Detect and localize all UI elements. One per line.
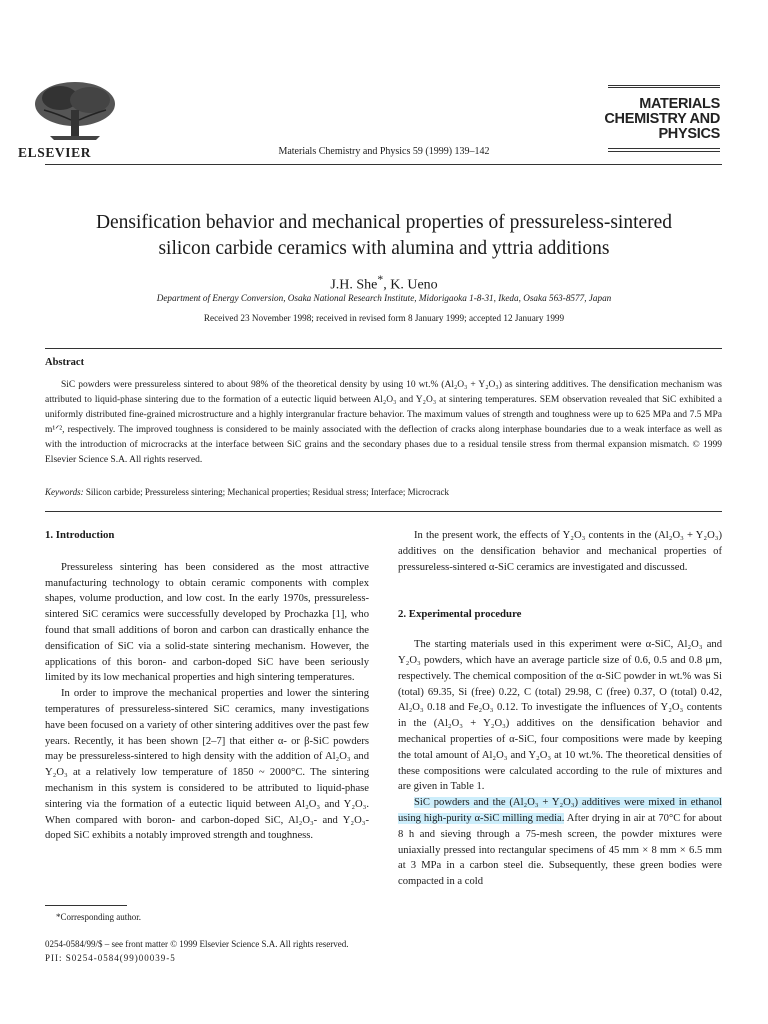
copyright-footer [45,937,349,965]
experimental-paragraph-2 [398,795,722,890]
brand-rule-top [608,85,720,88]
keywords-label: Keywords: [45,487,84,497]
abstract-text: SiC powders were pressureless sintered to about 98% of the theoretical density by using 10 wt.% (Al₂O₃ + Y₂O₃) as sintering additives. The densification mechanism was attributed to liquid-phase sintering due to the formation of a eutectic liquid between Al₂O₃ and Y₂O₃ at sintering temperatures. SEM observation revealed that SiC exhibited a uniformly distributed fine-grained microstructure and a highly intergranular fracture behavior. The maximum values of strength and toughness were up to 625 MPa and 7.5 MPa m¹ᐟ², respectively. The improved toughness is considered to be mainly associated with the deflection of cracks along interphase boundaries due to a weak interface as well as with the introduction of microcracks at the interface between SiC grains and the secondary phases due to a residual tensile stress from thermal expansion mismatch. © 1999 Elsevier Science S.A. All rights reserved. [45,380,722,465]
header-divider [45,164,722,165]
highlighted-text[interactable]: SiC powders and the (Al₂O₃ + Y₂O₃) additives were mixed in ethanol using high-purity α-SiC milling media. [398,797,722,824]
experimental-paragraph-1: The starting materials used in this experiment were α-SiC, Al₂O₃ and Y₂O₃ powders, which have an average particle size of 0.6, 0.5 and 0.8 μm, respectively. The chemical composition of the α-SiC powder in wt.% was Si (total) 69.35, Si (free) 0.22, C (total) 29.98, C (free) 0.37, O (total) 0.42, Al₂O₃ 0.18 and Fe₂O₃ 0.12. To investigate the influences of Y₂O₃ contents in the (Al₂O₃ + Y₂O₃) additives on the densification behavior and mechanical properties of α-SiC, four compositions were made by keeping the total amount of Al₂O₃ and Y₂O₃ at 10 wt.%. The theoretical densities of these compositions were calculated according to the rule of mixtures and are given in Table 1. [398,639,722,793]
footnote-divider [45,905,127,906]
received-dates: Received 23 November 1998; received in revised form 8 January 1999; accepted 12 January 1999 [203,313,565,323]
abstract-heading: Abstract [45,357,85,368]
journal-citation: Materials Chemistry and Physics 59 (1999) 139–142 [278,146,490,157]
section-gap [398,575,722,607]
pii-line: PII: S0254-0584(99)00039-5 [45,953,176,963]
author-ueno: K. Ueno [390,277,438,293]
publisher-name: ELSEVIER [18,145,92,160]
brand-line-3: PHYSICS [658,126,720,142]
journal-brand [604,97,720,142]
title-line-2: silicon carbide ceramics with alumina and yttria additions [158,238,610,259]
issn-line: 0254-0584/99/$ – see front matter © 1999 Elsevier Science S.A. All rights reserved. [45,939,349,949]
elsevier-tree-icon [30,80,120,142]
intro-paragraph-1: Pressureless sintering has been considered as the most attractive manufacturing technology to obtain ceramic components with complex shapes, volume production, and low cost. In the early 1970s, pressureless-sintered SiC ceramics were successfully developed by Prochazka [1], who found that small additions of boron and carbon can drastically enhance the densification of SiC via a solid-state sintering mechanism. However, the applications of this boron- and carbon-doped SiC have been seriously limited by its low mechanical properties and high sintering temperatures. [45,561,369,684]
brand-line-1: MATERIALS [639,96,720,112]
author-separator: , [383,277,391,293]
intro-paragraph-3: In the present work, the effects of Y₂O₃ contents in the (Al₂O₃ + Y₂O₃) additives on the densification behavior and mechanical properties of pressureless-sintered α-SiC ceramics are investigated and discussed. [398,530,722,573]
brand-rule-bottom [608,148,720,152]
brand-line-2: CHEMISTRY AND [604,111,720,127]
authors [0,273,768,294]
affiliation: Department of Energy Conversion, Osaka National Research Institute, Midorigaoka 1-8-31, Ikeda, Osaka 563-8577, Japan [156,293,612,303]
keywords-list: Silicon carbide; Pressureless sintering; Mechanical properties; Residual stress; Interface; Microcrack [85,487,450,497]
title-line-1: Densification behavior and mechanical properties of pressureless-sintered [95,212,673,233]
abstract-divider [45,348,722,349]
right-column [398,528,722,890]
author-she: J.H. She [330,277,378,293]
section-heading-experimental: 2. Experimental procedure [398,608,522,621]
article-title [40,210,728,262]
intro-paragraph-2: In order to improve the mechanical properties and lower the sintering temperatures of pressureless-sintered SiC ceramics, many investigations have been focused on a variety of other sintering additives over the past few years. Recently, it has been shown [2–7] that either α- or β-SiC powders may be pressureless-sintered to high density with the addition of Al₂O₃ and Y₂O₃ at a relatively low temperature of 1850 ~ 2000°C. The sintering mechanism in this system is considered to be attributed to liquid-phase sintering via the formation of a eutectic liquid between Al₂O₃ and Y₂O₃. When compared with boron- and carbon-doped SiC, Al₂O₃- and Y₂O₃-doped SiC exhibits a notably improved strength and toughness. [45,688,369,842]
section-heading-introduction: 1. Introduction [45,529,115,541]
left-column [45,528,369,844]
keywords [45,487,722,497]
corresponding-mark: * [377,273,384,286]
corresponding-author-footnote: *Corresponding author. [56,912,141,922]
keywords-divider [45,511,722,512]
experimental-paragraph-2-rest: After drying in air at 70°C for about 8 h and sieving through a 75-mesh screen, the powder mixtures were uniaxially pressed into rectangular specimens of 45 mm × 8 mm × 6.5 mm at 3 MPa in a carbon steel die. Subsequently, these green bodies were compacted in a cold [398,812,722,888]
